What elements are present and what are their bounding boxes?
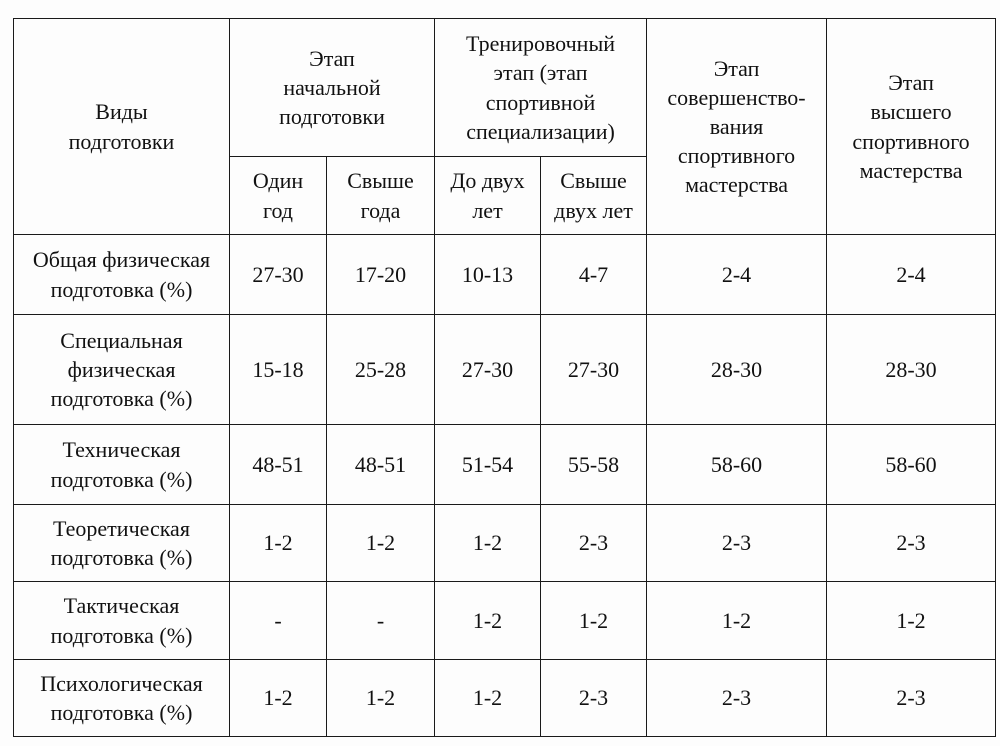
row-label: Специальная физическая подготовка (%) — [50, 327, 193, 412]
value-cell: 10-13 — [435, 235, 541, 315]
value-cell: 2-3 — [827, 660, 996, 737]
value-cell: 4-7 — [541, 235, 647, 315]
table-row — [14, 660, 996, 737]
row-label-cell — [14, 505, 230, 582]
value-cell: 1-2 — [435, 505, 541, 582]
value-cell: 1-2 — [541, 582, 647, 660]
value-cell: 58-60 — [647, 425, 827, 505]
value-cell: 2-3 — [647, 505, 827, 582]
value-cell: 51-54 — [435, 425, 541, 505]
value-cell: 1-2 — [230, 505, 327, 582]
subheader-label: До двух лет — [450, 168, 525, 223]
value-cell: 2-3 — [541, 660, 647, 737]
value-cell: 58-60 — [827, 425, 996, 505]
row-label: Психологическая подготовка (%) — [40, 670, 203, 725]
subheader-label: Один год — [252, 168, 304, 223]
subheader-cell — [230, 157, 327, 235]
group-header-label: Этап высшего спортивного мастерства — [852, 70, 970, 183]
row-label-cell — [14, 425, 230, 505]
value-cell: 28-30 — [827, 315, 996, 425]
value-cell: 17-20 — [327, 235, 435, 315]
value-cell: 2-3 — [647, 660, 827, 737]
group-header-label: Тренировочный этап (этап спортивной специализации) — [466, 31, 616, 144]
value-cell: - — [230, 582, 327, 660]
row-label-cell — [14, 235, 230, 315]
row-label-cell — [14, 582, 230, 660]
row-label: Тактическая подготовка (%) — [50, 593, 193, 648]
value-cell: - — [327, 582, 435, 660]
row-label-cell — [14, 660, 230, 737]
value-cell: 28-30 — [647, 315, 827, 425]
table-row — [14, 315, 996, 425]
subheader-cell — [435, 157, 541, 235]
value-cell: 2-3 — [541, 505, 647, 582]
row-label-cell — [14, 315, 230, 425]
group-header-initial — [230, 19, 435, 157]
value-cell: 2-3 — [827, 505, 996, 582]
subheader-cell — [327, 157, 435, 235]
value-cell: 1-2 — [230, 660, 327, 737]
value-cell: 1-2 — [327, 660, 435, 737]
row-label: Техническая подготовка (%) — [50, 437, 193, 492]
value-cell: 15-18 — [230, 315, 327, 425]
group-header-label: Этап совершенство- вания спортивного мастерства — [667, 55, 806, 198]
subheader-label: Свыше года — [347, 168, 414, 223]
value-cell: 1-2 — [647, 582, 827, 660]
subheader-label: Свыше двух лет — [554, 168, 633, 223]
value-cell: 27-30 — [435, 315, 541, 425]
value-cell: 2-4 — [827, 235, 996, 315]
table-row — [14, 425, 996, 505]
row-label-header-cell — [14, 19, 230, 235]
table-row — [14, 505, 996, 582]
value-cell: 55-58 — [541, 425, 647, 505]
group-header-highest — [827, 19, 996, 235]
table-row — [14, 582, 996, 660]
value-cell: 48-51 — [230, 425, 327, 505]
value-cell: 27-30 — [541, 315, 647, 425]
value-cell: 1-2 — [435, 660, 541, 737]
value-cell: 1-2 — [435, 582, 541, 660]
row-label: Теоретическая подготовка (%) — [50, 515, 193, 570]
value-cell: 1-2 — [327, 505, 435, 582]
header-row-top — [14, 19, 996, 157]
group-header-label: Этап начальной подготовки — [279, 45, 385, 130]
row-label-header: Виды подготовки — [68, 99, 175, 154]
value-cell: 27-30 — [230, 235, 327, 315]
group-header-training — [435, 19, 647, 157]
row-label: Общая физическая подготовка (%) — [32, 247, 211, 302]
subheader-cell — [541, 157, 647, 235]
value-cell: 48-51 — [327, 425, 435, 505]
group-header-improvement — [647, 19, 827, 235]
value-cell: 2-4 — [647, 235, 827, 315]
table-row — [14, 235, 996, 315]
value-cell: 25-28 — [327, 315, 435, 425]
value-cell: 1-2 — [827, 582, 996, 660]
training-distribution-table — [13, 18, 996, 737]
